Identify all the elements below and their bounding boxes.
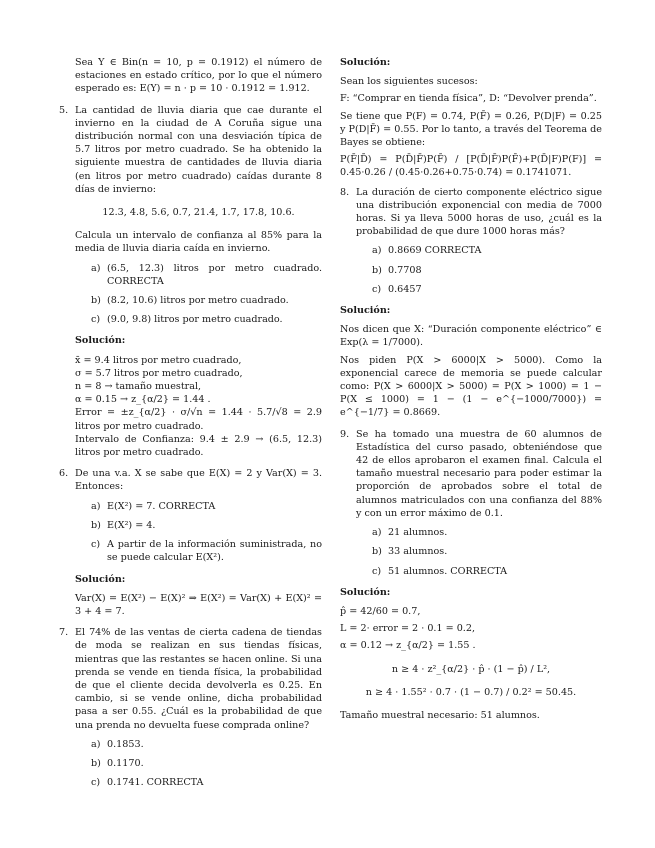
question-number: 5.: [59, 104, 69, 116]
option-c: c) 51 alumnos. CORRECTA: [372, 565, 508, 577]
sample-data: 12.3, 4.8, 5.6, 0.7, 21.4, 1.7, 17.8, 10.6.: [102, 207, 295, 219]
solution-title: Solución:: [75, 335, 126, 347]
solution-line: Sean los siguientes sucesos:: [340, 76, 478, 88]
option-b: b) (8.2, 10.6) litros por metro cuadrado.: [91, 295, 289, 307]
option-a: a) 0.8669 CORRECTA: [372, 245, 482, 257]
question-ask: Calcula un intervalo de confianza al 85% para la media de lluvia diaria caída en invierno.: [75, 230, 322, 255]
solution-line: p̂ = 42/60 = 0.7,: [340, 605, 421, 617]
solution-line: Var(X) = E(X²) − E(X)² ⇒ E(X²) = Var(X) + E(X)² = 3 + 4 = 7.: [75, 592, 322, 617]
option-c: c) 0.1741. CORRECTA: [91, 777, 204, 789]
solution-title: Solución:: [340, 305, 391, 317]
question-8: [340, 186, 602, 296]
option-b: b) E(X²) = 4.: [91, 519, 156, 531]
bayes-formula: P(F̄|D̄) = P(D̄|F̄)P(F̄) / [P(D̄|F̄)P(F̄)+P(D̄|F)P(F)] = 0.45·0.26 / (0.45·0.26+0.75·0.74) = 0.1741071.: [340, 154, 602, 179]
question-text: Se ha tomado una muestra de 60 alumnos de Estadística del curso pasado, obteniéndose que 42 de ellos aprobaron el examen final. Calcula el tamaño muestral necesario para poder estimar la proporción de aprobados sobre el total de alumnos matriculados con una confianza del 88% y con un error máximo de 0.1.: [356, 428, 602, 519]
option-a: a) (6.5, 12.3) litros por metro cuadrado. CORRECTA: [91, 262, 322, 287]
question-text: De una v.a. X se sabe que E(X) = 2 y Var(X) = 3. Entonces:: [75, 468, 322, 493]
solution-line: x̄ = 9.4 litros por metro cuadrado,: [75, 354, 242, 366]
option-a: a) E(X²) = 7. CORRECTA: [91, 500, 216, 512]
question-number: 8.: [340, 186, 350, 198]
solution-line: Se tiene que P(F) = 0.74, P(F̄) = 0.26, P(D|F) = 0.25 y P(D|F̄) = 0.55. Por lo tanto, a través del Teorema de Bayes se obtiene:: [340, 110, 602, 149]
solution-title: Solución:: [75, 573, 126, 585]
solution-title: Solución:: [340, 57, 391, 68]
option-b: b) 33 alumnos.: [372, 546, 448, 558]
question-6: [59, 467, 322, 618]
formula-n: n ≥ 4 · z²_{α/2} · p̂ · (1 − p̂) / L²,: [391, 663, 551, 675]
solution-line: α = 0.12 → z_{α/2} = 1.55 .: [340, 640, 476, 652]
solution-line: α = 0.15 → z_{α/2} = 1.44 .: [75, 394, 211, 406]
option-b: b) 0.1170.: [91, 757, 144, 769]
question-5: [59, 104, 322, 460]
solution-line: Tamaño muestral necesario: 51 alumnos.: [340, 709, 540, 721]
intro-paragraph: Sea Y ∈ Bin(n = 10, p = 0.1912) el número de estaciones en estado crítico, por lo que el número esperado es: E(Y) = n · p = 10 · 0.1912 = 1.912.: [75, 57, 322, 95]
question-9: [340, 428, 602, 578]
option-b: b) 0.7708: [372, 264, 422, 276]
solution-line: n = 8 → tamaño muestral,: [75, 381, 202, 393]
question-7: [59, 626, 322, 789]
question-number: 7.: [59, 627, 69, 639]
solution-line: F: “Comprar en tienda física”, D: “Devolver prenda”.: [340, 93, 597, 105]
solution-title: Solución:: [340, 586, 391, 598]
solution-line: L = 2· error = 2 · 0.1 = 0.2,: [340, 623, 476, 635]
option-c: c) (9.0, 9.8) litros por metro cuadrado.: [91, 314, 283, 326]
option-a: a) 21 alumnos.: [372, 527, 448, 539]
option-c: c) A partir de la información suministrada, no se puede calcular E(X²).: [91, 539, 322, 564]
question-number: 6.: [59, 468, 69, 480]
solution-line: Error = ±z_{α/2} · σ/√n = 1.44 · 5.7/√8 = 2.9 litros por metro cuadrado.: [75, 407, 322, 432]
right-column: [340, 56, 602, 726]
question-text: La cantidad de lluvia diaria que cae durante el invierno en la ciudad de A Coruña sigue una distribución normal con una desviación típica de 5.7 litros por metro cuadrado. Se ha obtenido la siguiente muestra de cantidades de lluvia diaria (en litros por metro cuadrado) caídas durante 8 días de invierno:: [75, 104, 322, 195]
question-text: El 74% de las ventas de cierta cadena de tiendas de moda se realizan en sus tiendas físicas, mientras que las restantes se hacen online. Si una prenda se vende en tienda física, la probabilidad de que el cliente decida devolverla es 0.25. En cambio, si se vende online, dicha probabilidad pasa a ser 0.55. ¿Cuál es la probabilidad de que una prenda no devuelta fuese comprada online?: [75, 627, 322, 731]
question-text: La duración de cierto componente eléctrico sigue una distribución exponencial con media de 7000 horas. Si ya lleva 5000 horas de uso, ¿cuál es la probabilidad de que dure 1000 horas más?: [356, 186, 602, 238]
solution-body: [75, 354, 322, 460]
option-c: c) 0.6457: [372, 283, 422, 295]
solution-line: Nos piden P(X > 6000|X > 5000). Como la exponencial carece de memoria se puede calcular como: P(X > 6000|X > 5000) = P(X > 1000) = 1 − P(X ≤ 1000) = 1 − (1 − e^{−1000/7000}) = e^{−1/7} = 0.8669.: [340, 354, 602, 419]
option-a: a) 0.1853.: [91, 738, 144, 750]
formula-result: n ≥ 4 · 1.55² · 0.7 · (1 − 0.7) / 0.2² = 50.45.: [365, 686, 577, 698]
solution-line: σ = 5.7 litros por metro cuadrado,: [75, 367, 243, 379]
solution-line: Nos dicen que X: “Duración componente eléctrico” ∈ Exp(λ = 1/7000).: [340, 324, 602, 349]
solution-line: Intervalo de Confianza: 9.4 ± 2.9 → (6.5, 12.3) litros por metro cuadrado.: [75, 433, 322, 459]
question-number: 9.: [340, 428, 350, 440]
left-column: [59, 56, 322, 797]
